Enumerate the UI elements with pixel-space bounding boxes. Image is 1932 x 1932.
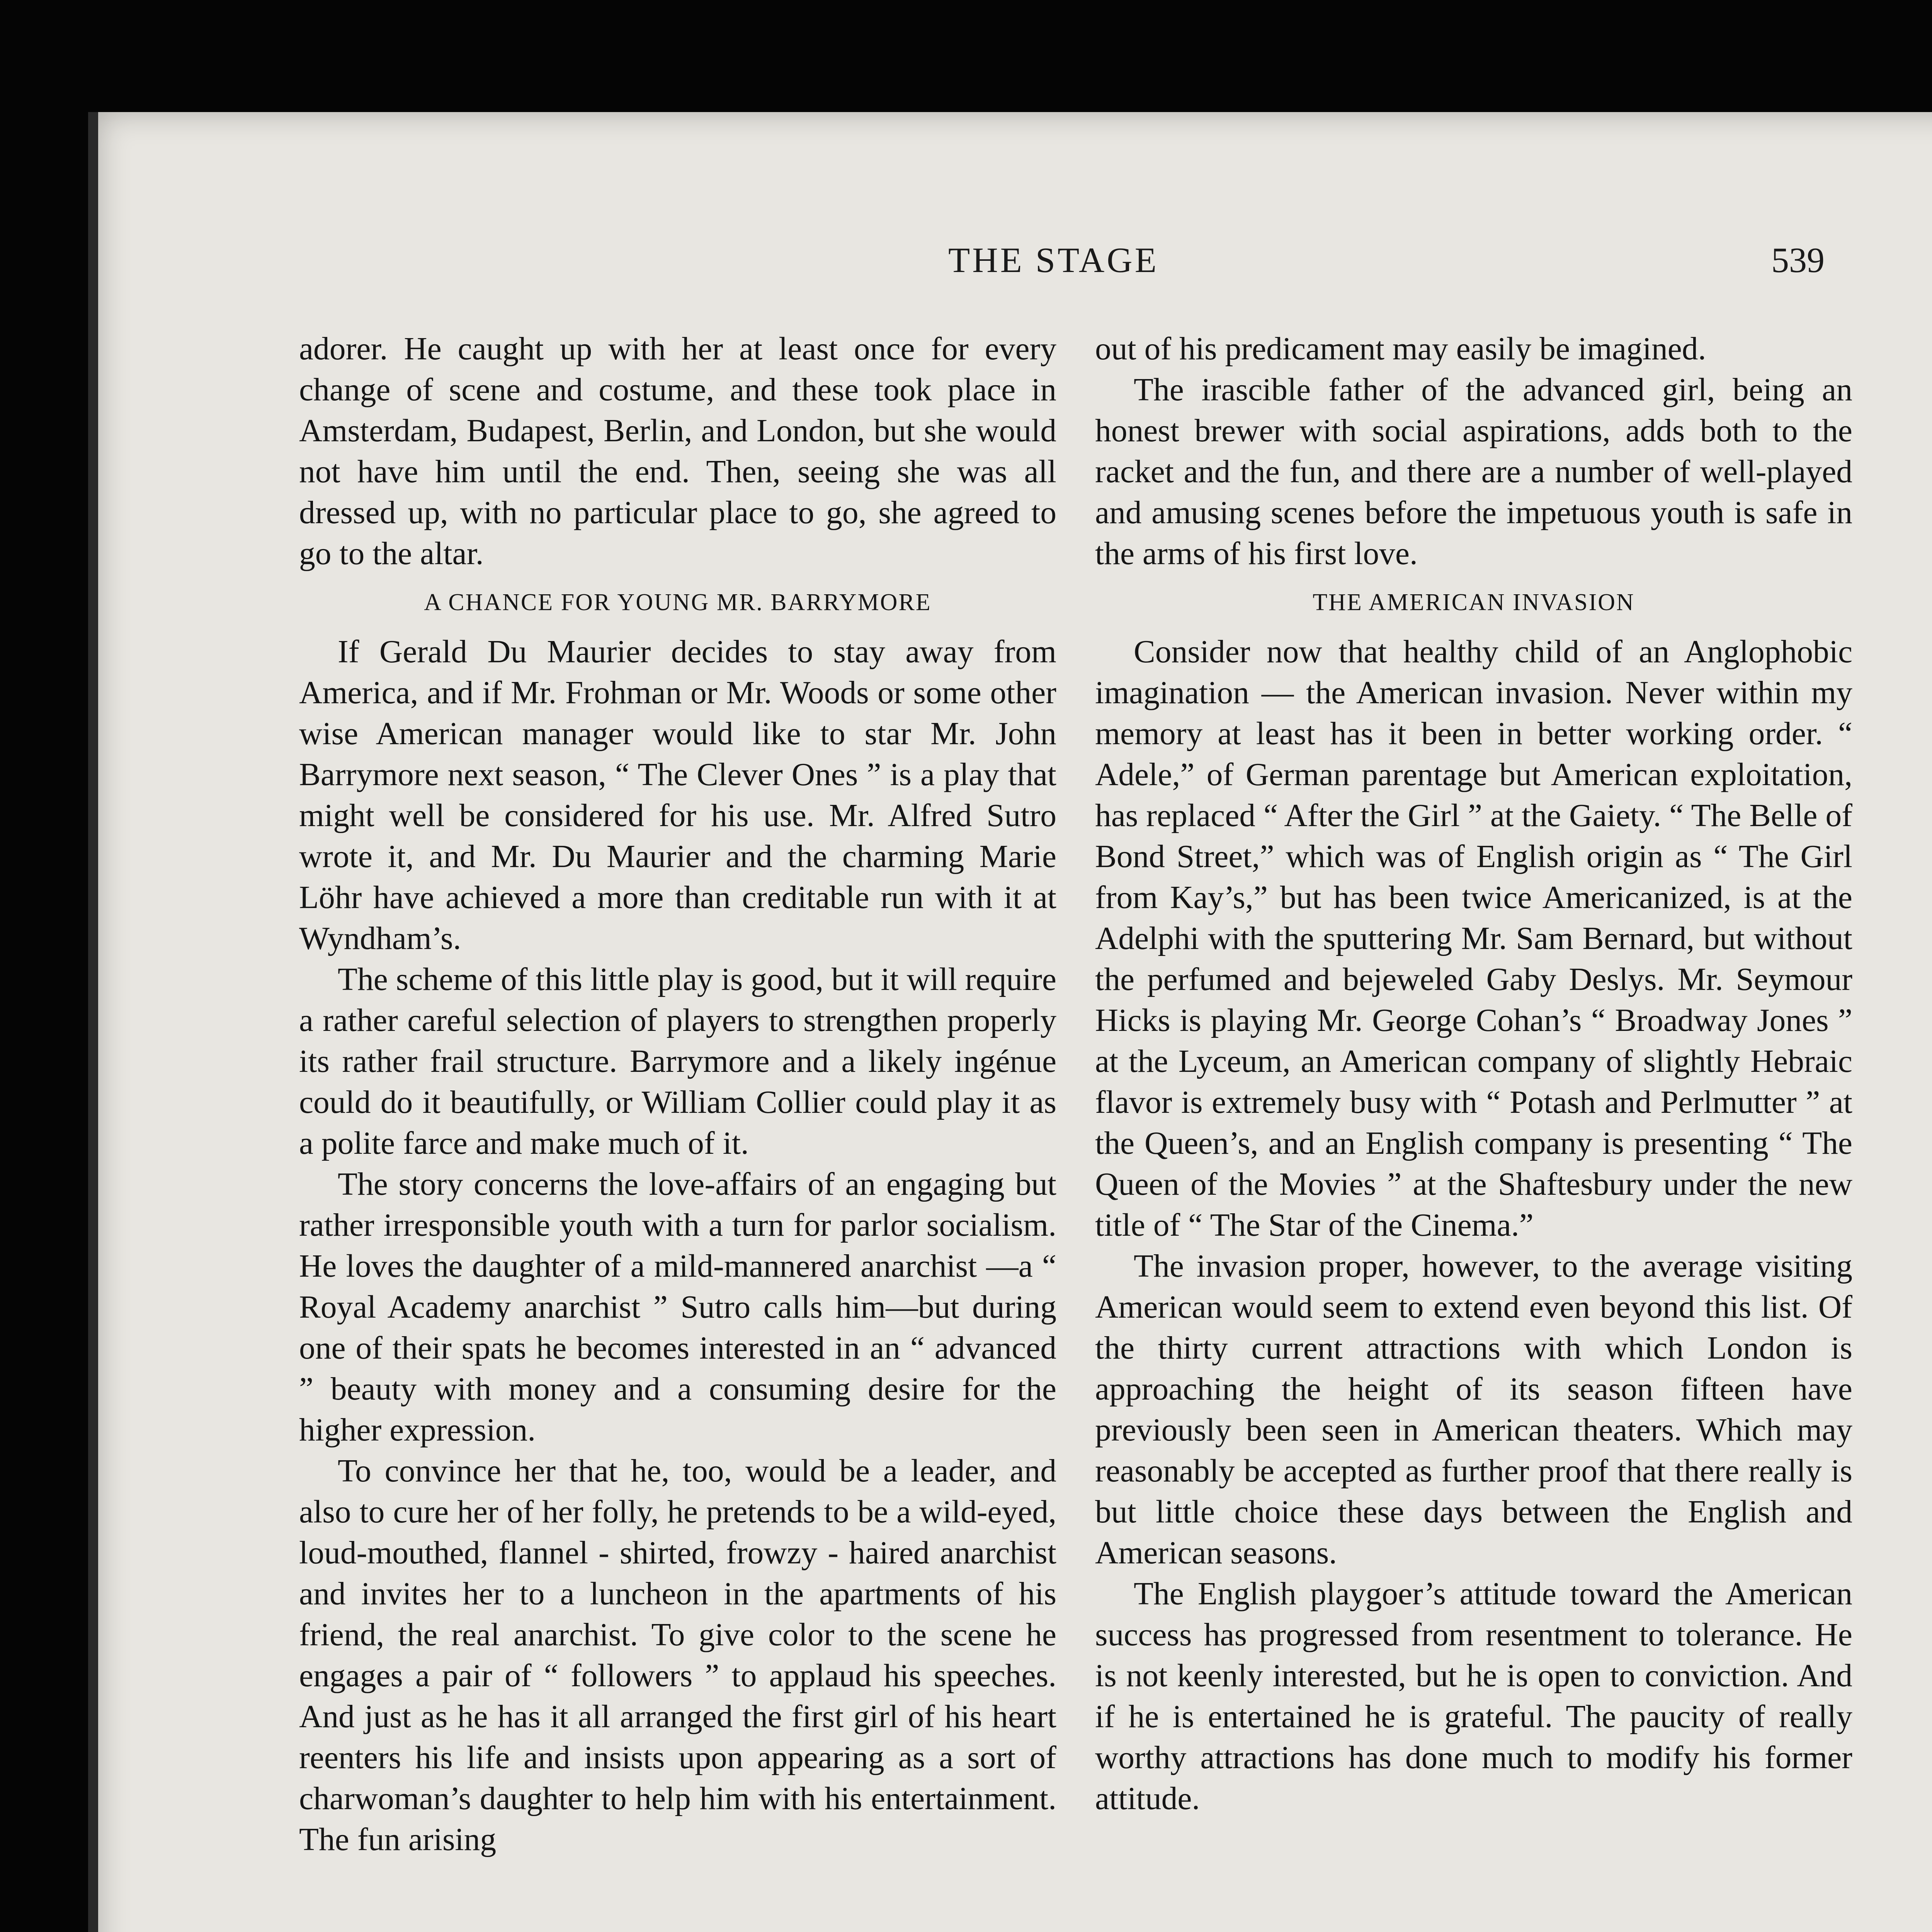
paragraph: adorer. He caught up with her at least once for every change of scene and costume, and these took place in Amsterdam, Budapest, Berlin, and London, but she would not have him until the end. Then, seeing she was all dressed up, with no particular place to go, she agreed to go to the altar. bbox=[299, 331, 1056, 571]
magazine-page bbox=[88, 112, 1932, 1932]
paragraph: The scheme of this little play is good, but it will require a rather careful selection of players to strengthen properly its rather frail structure. Barrymore and a likely ingénue could do it beautifully, or William Collier could play it as a polite farce and make much of it. bbox=[299, 962, 1056, 1161]
running-title: THE STAGE bbox=[948, 240, 1159, 280]
paragraph: If Gerald Du Maurier decides to stay away from America, and if Mr. Frohman or Mr. Woods or some other wise American manager would like to star Mr. John Barrymore next season, “ The Clever Ones ” is a play that might well be considered for his use. Mr. Alfred Sutro wrote it, and Mr. Du Maurier and the charming Marie Löhr have achieved a more than creditable run with it at Wyndham’s. bbox=[299, 634, 1056, 956]
left-column bbox=[299, 328, 1056, 1860]
section-heading: THE AMERICAN INVASION bbox=[1313, 589, 1635, 616]
running-header bbox=[98, 240, 1932, 286]
paragraph: Consider now that healthy child of an Anglophobic imagination — the American invasion. Never within my memory at least has it been in better working order. “ Adele,” of German parentage but American exploitation, has replaced “ After the Girl ” at the Gaiety. “ The Belle of Bond Street,” which was of English origin as “ The Girl from Kay’s,” but has been twice Americanized, is at the Adelphi with the sputtering Mr. Sam Bernard, but without the perfumed and bejeweled Gaby Deslys. Mr. Seymour Hicks is playing Mr. George Cohan’s “ Broadway Jones ” at the Lyceum, an American company of slightly Hebraic flavor is extremely busy with “ Potash and Perlmutter ” at the Queen’s, and an English company is presenting “ The Queen of the Movies ” at the Shaftesbury under the new title of “ The Star of the Cinema.” bbox=[1095, 634, 1852, 1243]
paragraph: The English playgoer’s attitude toward the American success has progressed from resentment to tolerance. He is not keenly interested, but he is open to conviction. And if he is entertained he is grateful. The paucity of really worthy attractions has done much to modify his former attitude. bbox=[1095, 1576, 1852, 1816]
right-column bbox=[1095, 328, 1852, 1819]
paragraph: The story concerns the love-affairs of an engaging but rather irresponsible youth with a turn for parlor socialism. He loves the daughter of a mild-mannered anarchist —a “ Royal Academy anarchist ” Sutro calls him—but during one of their spats he becomes interested in an “ advanced ” beauty with money and a consuming desire for the higher expression. bbox=[299, 1167, 1056, 1448]
paragraph: The irascible father of the advanced girl, being an honest brewer with social aspirations, adds both to the racket and the fun, and there are a number of well-played and amusing scenes before the impetuous youth is safe in the arms of his first love. bbox=[1095, 372, 1852, 571]
paragraph: The invasion proper, however, to the average visiting American would seem to extend even beyond this list. Of the thirty current attractions with which London is approaching the height of its season fifteen have previously been seen in American theaters. Which may reasonably be accepted as further proof that there really is but little choice these days between the English and American seasons. bbox=[1095, 1248, 1852, 1571]
paragraph: To convince her that he, too, would be a leader, and also to cure her of her folly, he pretends to be a wild-eyed, loud-mouthed, flannel - shirted, frowzy - haired anarchist and invites her to a luncheon in the apartments of his friend, the real anarchist. To give color to the scene he engages a pair of “ followers ” to applaud his speeches. And just as he has it all arranged the first girl of his heart reenters his life and insists upon appearing as a sort of charwoman’s daughter to help him with his entertainment. The fun arising bbox=[299, 1453, 1056, 1857]
page-number: 539 bbox=[1771, 240, 1825, 280]
section-heading: A CHANCE FOR YOUNG MR. BARRYMORE bbox=[424, 589, 932, 616]
paragraph: out of his predicament may easily be imagined. bbox=[1095, 331, 1706, 367]
